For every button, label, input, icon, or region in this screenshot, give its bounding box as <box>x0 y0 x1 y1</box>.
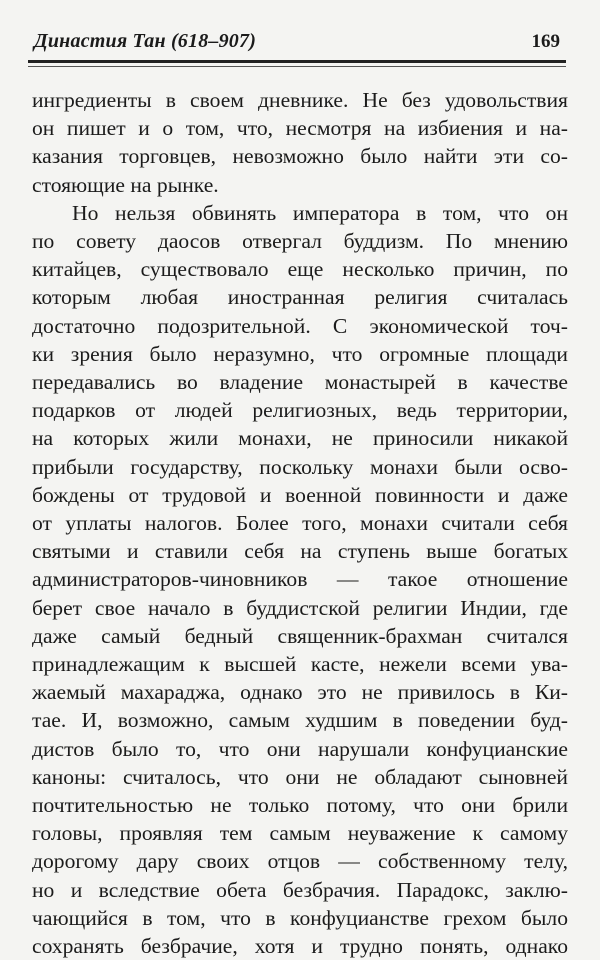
text-line: святыми и ставили себя на ступень выше богатых <box>32 539 568 564</box>
text-line: на которых жили монахи, не приносили никакой <box>32 426 568 451</box>
text-line: даже самый бедный священник-брахман считался <box>32 623 568 648</box>
text-line: почтительностью не только потому, что они брили <box>32 793 568 818</box>
body-text <box>32 86 568 960</box>
text-line: администраторов-чиновников — такое отношение <box>32 567 568 592</box>
text-line: чающийся в том, что в конфуцианстве грехом было <box>32 905 568 930</box>
text-line: стояющие на рынке. <box>32 172 219 197</box>
text-line: подарков от людей религиозных, ведь территории, <box>32 398 568 423</box>
text-line: китайцев, существовало еще несколько причин, по <box>32 257 568 282</box>
text-line: сохранять безбрачие, хотя и трудно понять, однако <box>32 934 568 959</box>
text-line: он пишет и о том, что, несмотря на избиения и на- <box>32 116 568 141</box>
running-title: Династия Тан (618–907) <box>34 30 257 52</box>
text-line: дорогому дару своих отцов — собственному телу, <box>32 849 568 874</box>
text-line: головы, проявляя тем самым неуважение к самому <box>32 821 568 846</box>
text-line: берет свое начало в буддистской религии Индии, где <box>32 595 568 620</box>
paragraph <box>32 199 568 960</box>
text-line: ки зрения было неразумно, что огромные площади <box>32 341 568 366</box>
text-line: тае. И, возможно, самым худшим в поведении буд- <box>32 708 568 733</box>
text-line: бождены от трудовой и военной повинности и даже <box>32 482 568 507</box>
text-line: Но нельзя обвинять императора в том, что он <box>72 200 568 225</box>
text-line: казания торговцев, невозможно было найти эти со- <box>32 144 568 169</box>
text-line: достаточно подозрительной. С экономической точ- <box>32 313 568 338</box>
text-line: по совету даосов отвергал буддизм. По мнению <box>32 229 568 254</box>
text-line: от уплаты налогов. Более того, монахи считали себя <box>32 511 568 536</box>
text-line: каноны: считалось, что они не обладают сыновней <box>32 764 568 789</box>
text-line: прибыли государству, поскольку монахи были осво- <box>32 454 568 479</box>
page-number: 169 <box>531 31 560 52</box>
text-line: которым любая иностранная религия считалась <box>32 285 568 310</box>
text-line: но и вследствие обета безбрачия. Парадокс, заклю- <box>32 877 568 902</box>
running-header <box>34 28 560 54</box>
text-line: ингредиенты в своем дневнике. Не без удовольствия <box>32 88 568 112</box>
text-line: дистов было то, что они нарушали конфуцианские <box>32 736 568 761</box>
text-line: жаемый махараджа, однако это не привилось в Ки- <box>32 680 568 705</box>
header-rule-thin <box>28 66 566 67</box>
text-line: принадлежащим к высшей касте, нежели всеми ува- <box>32 652 568 677</box>
header-rule-thick <box>28 60 566 63</box>
text-line: передавались во владение монастырей в качестве <box>32 370 568 395</box>
paragraph <box>32 86 568 199</box>
